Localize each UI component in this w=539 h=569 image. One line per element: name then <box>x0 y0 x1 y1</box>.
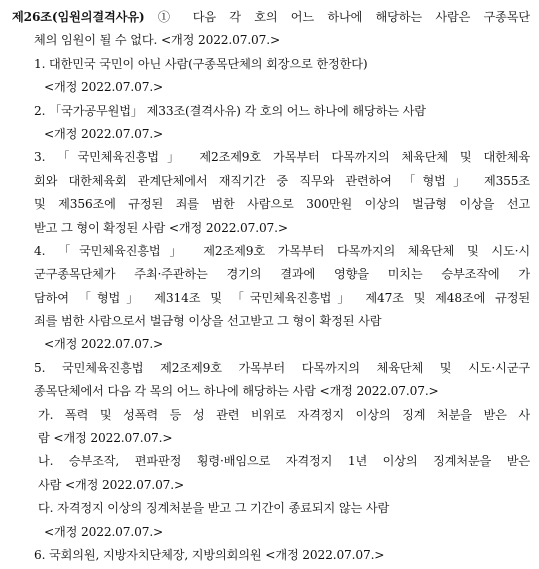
item-1: 1. 대한민국 국민이 아닌 사람(구종목단체의 회장으로 한정한다) <box>34 56 368 71</box>
item-5-line-1: 5. 국민체육진흥법 제2조제9호 가목부터 다목까지의 체육단체 및 시도·시군구 <box>34 360 530 375</box>
item-3-line-3: 및 제356조에 규정된 죄를 범한 사람으로 300만원 이상의 벌금형 이상을 선고 <box>34 197 530 212</box>
item-3-line-2: 회와 대한체육회 관계단체에서 재직기간 중 직무와 관련하여 「형법」 제355조 <box>34 173 530 188</box>
item-3-line-4: 받고 그 형이 확정된 사람 <개정 2022.07.07.> <box>34 220 288 235</box>
item-4-amendment: <개정 2022.07.07.> <box>44 337 164 352</box>
article-26-first-line <box>12 6 530 29</box>
item-6: 6. 국회의원, 지방자치단체장, 지방의회의원 <개정 2022.07.07.> <box>34 547 385 562</box>
article-heading: 제26조(임원의결격사유) <box>12 10 145 24</box>
clause-1-text: ① 다음 각 호의 어느 하나에 해당하는 사람은 구종목단 <box>157 10 530 24</box>
item-2: 2. 「국가공무원법」 제33조(결격사유) 각 호의 어느 하나에 해당하는 사람 <box>34 103 426 118</box>
item-1-amendment: <개정 2022.07.07.> <box>44 80 164 95</box>
item-4-line-4: 죄를 범한 사람으로서 벌금형 이상을 선고받고 그 형이 확정된 사람 <box>34 314 382 329</box>
item-4-line-1: 4. 「국민체육진흥법」 제2조제9호 가목부터 다목까지의 체육단체 및 시도·시 <box>34 243 530 258</box>
sub-item-na-line-1: 나. 승부조작, 편파판정 횡령·배임으로 자격정지 1년 이상의 징계처분을 받은 <box>38 454 530 469</box>
item-3-line-1: 3. 「국민체육진흥법」 제2조제9호 가목부터 다목까지의 체육단체 및 대한체육 <box>34 150 530 165</box>
item-2-amendment: <개정 2022.07.07.> <box>44 126 164 141</box>
item-4-line-3: 담하여 「형법」 제314조 및 「국민체육진흥법」 제47조 및 제48조에 규정된 <box>34 290 530 305</box>
sub-item-na-line-2: 사람 <개정 2022.07.07.> <box>38 477 185 492</box>
item-5-line-2: 종목단체에서 다음 각 목의 어느 하나에 해당하는 사람 <개정 2022.07.07.> <box>34 384 439 399</box>
sub-item-da-amendment: <개정 2022.07.07.> <box>44 524 164 539</box>
sub-item-ga-line-1: 가. 폭력 및 성폭력 등 성 관련 비위로 자격정지 이상의 징계 처분을 받은 사 <box>38 407 530 422</box>
sub-item-da-line-1: 다. 자격정지 이상의 징계처분을 받고 그 기간이 종료되지 않는 사람 <box>38 501 390 516</box>
item-4-line-2: 군구종목단체가 주최·주관하는 경기의 결과에 영향을 미치는 승부조작에 가 <box>34 267 530 282</box>
sub-item-ga-line-2: 람 <개정 2022.07.07.> <box>38 431 173 446</box>
clause-1-continuation: 체의 임원이 될 수 없다. <개정 2022.07.07.> <box>34 33 281 48</box>
